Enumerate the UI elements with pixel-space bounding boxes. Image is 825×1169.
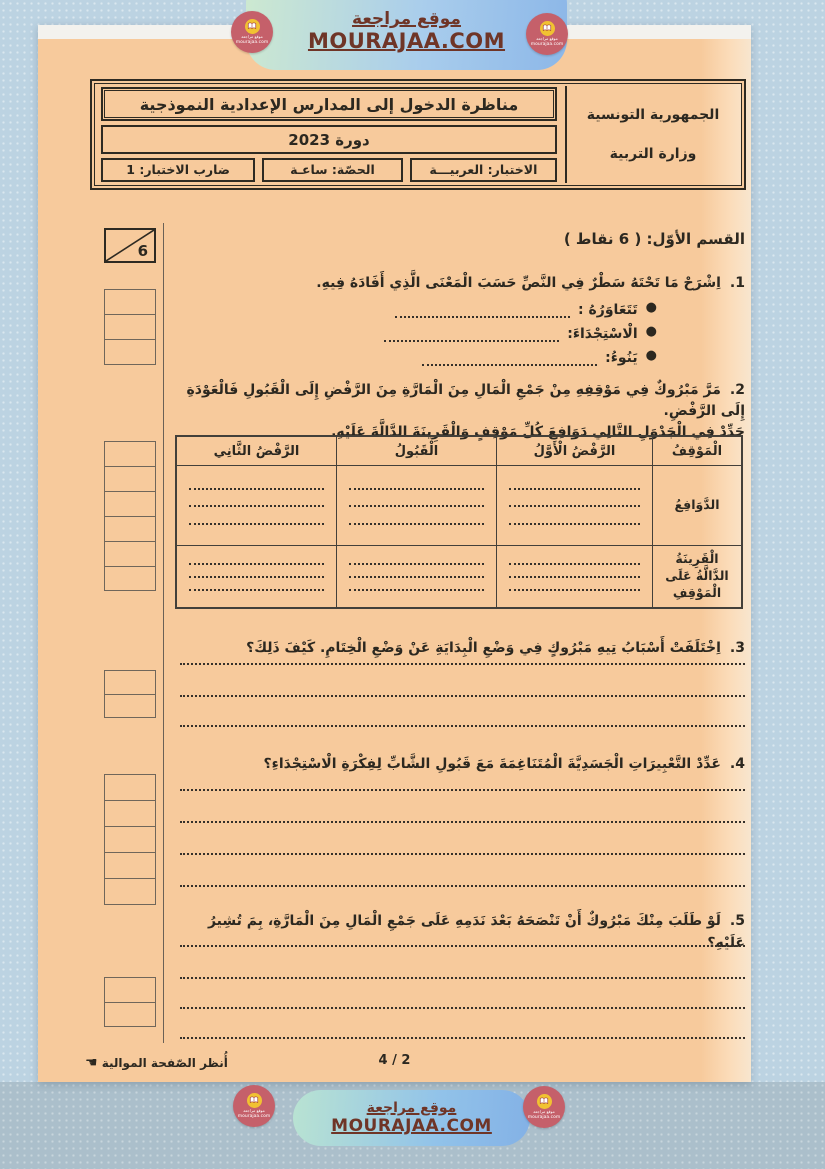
q2-row2-label: الْقَرِينَةُ الدَّالَّةُ عَلَى الْمَوْقِفِ <box>653 545 741 607</box>
q2-table-header-first-refusal: الرَّفْضُ الْأَوَّلُ <box>497 437 653 465</box>
question-1 <box>178 272 745 294</box>
scanned-exam-paper <box>38 25 751 1082</box>
book-icon <box>540 21 555 36</box>
question-5-text: لَوْ طَلَبَ مِنْكَ مَبْرُوكٌ أَنْ تَنْصَحَهُ بَعْدَ نَدَمِهِ عَلَى جَمْعِ الْمَالِ مِنَ الْمَارَّةِ، بِمَ تُشِيرُ عَلَيْهِ؟ <box>207 913 745 952</box>
answer-line <box>180 693 745 697</box>
grading-cell <box>105 826 155 852</box>
grading-stack-3 <box>104 670 156 718</box>
question-2-text2: حَدِّدْ فِي الْجَدْوَلِ التَّالِي دَوَافِعَ كُلِّ مَوْقِفٍ وَالْقَرِينَةَ الدَّالَّةَ عَلَيْهِ. <box>331 424 745 440</box>
grading-cell <box>105 339 155 364</box>
grading-cell <box>105 800 155 826</box>
q2-row1-cell <box>177 465 337 545</box>
site-domain-link[interactable]: MOURAJAA.COM <box>307 29 506 53</box>
score-total: 6 <box>137 242 148 260</box>
grading-stack-5 <box>104 977 156 1027</box>
question-3-text: اِخْتَلَفَتْ أَسْبَابُ تِيهِ مَبْرُوكٍ فِي وَضْعِ الْبِدَايَةِ عَنْ وَضْعِ الْخِتَامِ. كَيْفَ ذَلِكَ؟ <box>246 640 721 656</box>
bullet-icon: ● <box>645 324 657 339</box>
grading-cell <box>105 775 155 800</box>
site-name-arabic[interactable]: موقع مراجعة <box>352 9 461 29</box>
q1-item-1-label: تَتَعَاوَرُهُ : <box>578 302 638 318</box>
grading-stack-1 <box>104 289 156 365</box>
grading-cell <box>105 290 155 314</box>
site-logo: موقع مراجعة mourajaa.com <box>523 1086 565 1128</box>
q1-item-2 <box>384 326 657 342</box>
grading-cell <box>105 541 155 566</box>
question-3 <box>178 637 745 659</box>
grading-cell <box>105 694 155 717</box>
q1-item-3 <box>422 350 657 366</box>
subject-cell: الاختبار: العربيـــة <box>410 158 557 182</box>
site-banner-bottom[interactable] <box>293 1090 530 1146</box>
book-icon <box>537 1094 552 1109</box>
ministry-line1: الجمهورية التونسية <box>586 107 720 124</box>
grading-cell <box>105 978 155 1002</box>
answer-line <box>180 819 745 823</box>
grading-cell <box>105 878 155 904</box>
ministry-line2: وزارة التربية <box>609 145 697 162</box>
page-number: 4 / 2 <box>378 1053 411 1068</box>
score-box <box>104 228 156 263</box>
grading-cell <box>105 1002 155 1026</box>
answer-line <box>180 787 745 791</box>
question-2-number: 2. <box>729 382 745 398</box>
answer-line <box>180 943 745 947</box>
q2-row1-label: الدَّوَافِعُ <box>653 465 741 545</box>
q2-table-header-acceptance: الْقَبُولُ <box>337 437 497 465</box>
answer-line <box>180 883 745 887</box>
q1-item-2-label: الْاسْتِجْدَاءَ: <box>567 326 638 342</box>
q2-row1-cell <box>337 465 497 545</box>
question-4-number: 4. <box>729 756 745 772</box>
q2-table-header-mawqif: الْمَوْقِفُ <box>671 443 723 459</box>
question-5 <box>178 910 745 955</box>
site-logo: موقع مراجعة mourajaa.com <box>233 1085 275 1127</box>
q2-row2-cell <box>337 545 497 607</box>
answer-line <box>180 1035 745 1039</box>
question-4-text: عَدِّدْ التَّعْبِيرَاتِ الْجَسَدِيَّةَ الْمُتَنَاغِمَةَ مَعَ قَبُولِ الشَّابِّ لِفِكْرَةِ الْاسْتِجْدَاءِ؟ <box>263 756 721 772</box>
answer-blank <box>395 302 570 318</box>
site-logo: موقع مراجعة mourajaa.com <box>526 13 568 55</box>
answer-blank <box>384 326 559 342</box>
grading-cell <box>105 466 155 491</box>
book-icon <box>245 19 260 34</box>
question-5-number: 5. <box>729 913 745 929</box>
section-title: القسم الأوّل: ( 6 نقاط ) <box>563 230 745 248</box>
question-2-text: مَرَّ مَبْرُوكٌ فِي مَوْقِفِهِ مِنْ جَمْعِ الْمَالِ مِنَ الْمَارَّةِ مِنَ الرَّفْضِ إِلَى الْقَبُولِ فَالْعَوْدَةِ إِلَى الرَّفْضِ. <box>186 382 745 419</box>
bullet-icon: ● <box>645 348 657 363</box>
answer-line <box>180 851 745 855</box>
pointing-hand-icon: ☚ <box>85 1055 98 1071</box>
book-icon <box>247 1093 262 1108</box>
site-logo: موقع مراجعة mourajaa.com <box>231 11 273 53</box>
q2-row2-cell <box>497 545 653 607</box>
site-domain-link[interactable]: MOURAJAA.COM <box>331 1116 492 1136</box>
exam-session: دورة 2023 <box>101 125 557 153</box>
question-2 <box>178 380 745 443</box>
q1-item-3-label: يَنُوءُ: <box>605 350 638 366</box>
question-3-number: 3. <box>729 640 745 656</box>
grading-cell <box>105 671 155 694</box>
next-page-note: أُنظر الصّفحة الموالية ☚ <box>85 1055 228 1071</box>
site-name-arabic[interactable]: موقع مراجعة <box>366 1100 457 1116</box>
q2-row1-cell <box>497 465 653 545</box>
grading-cell <box>105 491 155 516</box>
grading-cell <box>105 852 155 878</box>
grading-cell <box>105 314 155 339</box>
grading-stack-4 <box>104 774 156 905</box>
duration-cell: الحصّة: ساعـة <box>262 158 403 182</box>
grading-cell <box>105 566 155 590</box>
answer-line <box>180 723 745 727</box>
site-banner-top[interactable] <box>246 0 567 70</box>
coefficient-cell: ضارب الاختبار: 1 <box>101 158 255 182</box>
q2-table-header-second-refusal: الرَّفْضُ الثَّانِي <box>177 437 337 465</box>
answer-line <box>180 661 745 665</box>
question-4 <box>178 753 745 775</box>
grading-cell <box>105 516 155 541</box>
question-1-text: اِشْرَحْ مَا تَحْتَهُ سَطْرٌ فِي النَّصِّ حَسَبَ الْمَعْنَى الَّذِي أَفَادَهُ فِيهِ. <box>316 275 721 291</box>
answer-line <box>180 975 745 979</box>
q1-item-1 <box>395 302 657 318</box>
answer-line <box>180 1005 745 1009</box>
question-1-number: 1. <box>729 275 745 291</box>
exam-title: مناظرة الدخول إلى المدارس الإعدادية النموذجية <box>101 87 557 121</box>
q2-row2-cell <box>177 545 337 607</box>
margin-divider-line <box>163 223 164 1043</box>
q2-table <box>175 435 743 609</box>
grading-cell <box>105 442 155 466</box>
bullet-icon: ● <box>645 300 657 315</box>
exam-content <box>178 25 745 1082</box>
grading-stack-2 <box>104 441 156 591</box>
answer-blank <box>422 350 597 366</box>
